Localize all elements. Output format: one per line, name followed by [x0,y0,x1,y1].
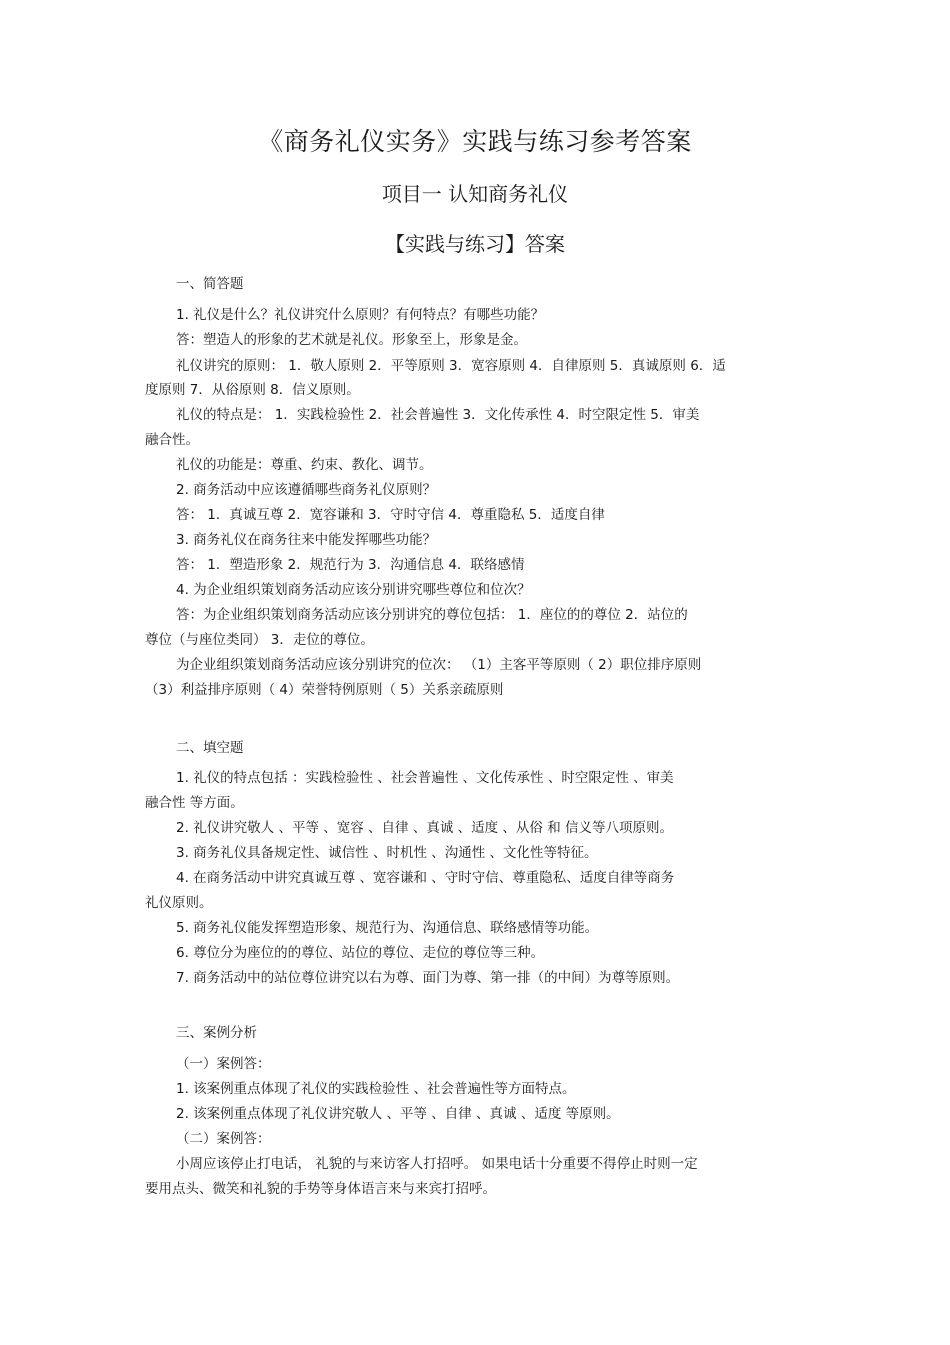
heading-fill-blank: 二、填空题 [176,740,244,756]
answer-1: 答：塑造人的形象的艺术就是礼仪。形象至上，形象是金。 [176,332,527,348]
heading-case-analysis: 三、案例分析 [176,1025,257,1041]
case-1-heading: （一）案例答： [176,1056,271,1072]
question-2: 2. 商务活动中应该遵循哪些商务礼仪原则？ [176,482,437,498]
document-title: 《商务礼仪实务》实践与练习参考答案 [258,127,692,156]
case-2-answer: 小周应该停止打电话， 礼貌的与来访客人打招呼。 如果电话十分重要不得停止时则一定 [176,1156,698,1172]
section-heading: 【实践与练习】答案 [385,232,565,256]
blank-1-cont: 融合性 等方面。 [145,795,244,811]
question-4: 4. 为企业组织策划商务活动应该分别讲究哪些尊位和位次？ [176,582,531,598]
principles-line: 礼仪讲究的原则： 1．敬人原则 2．平等原则 3．宽容原则 4．自律原则 5．真诚原则 6．适 [176,358,726,374]
answer-2: 答： 1．真诚互尊 2．宽容谦和 3．守时守信 4．尊重隐私 5．适度自律 [176,507,605,523]
functions-line: 礼仪的功能是：尊重、约束、教化、调节。 [176,457,433,473]
blank-2: 2. 礼仪讲究敬人 、平等 、宽容 、自律 、真诚 、适度 、从俗 和 信义等八项原则。 [176,820,674,836]
blank-7: 7. 商务活动中的站位尊位讲究以右为尊、面门为尊、第一排（的中间）为尊等原则。 [176,970,680,986]
case-2-answer-cont: 要用点头、微笑和礼貌的手势等身体语言来与来宾打招呼。 [145,1181,496,1197]
blank-4: 4. 在商务活动中讲究真诚互尊 、宽容谦和 、守时守信、尊重隐私、适度自律等商务 [176,870,675,886]
features-line: 礼仪的特点是： 1．实践检验性 2．社会普遍性 3．文化传承性 4．时空限定性 5．审美 [176,407,700,423]
ranking-line-cont: （3）利益排序原则（ 4）荣誉特例原则（ 5）关系亲疏原则 [145,682,504,698]
case-1-answer-2: 2. 该案例重点体现了礼仪讲究敬人 、平等 、自律 、真诚 、适度 等原则。 [176,1106,620,1122]
heading-short-answer: 一、简答题 [176,276,244,292]
blank-3: 3. 商务礼仪具备规定性、诚信性 、时机性 、沟通性 、文化性等特征。 [176,845,598,861]
features-line-cont: 融合性。 [145,432,199,448]
blank-1: 1. 礼仪的特点包括 ：实践检验性 、社会普遍性 、文化传承性 、时空限定性 、审美 [176,770,674,786]
case-2-heading: （二）案例答： [176,1131,271,1147]
answer-4-cont: 尊位（与座位类同） 3．走位的尊位。 [145,632,374,648]
answer-4: 答：为企业组织策划商务活动应该分别讲究的尊位包括： 1．座位的的尊位 2．站位的 [176,607,688,623]
principles-line-cont: 度原则 7．从俗原则 8．信义原则。 [145,382,360,398]
question-1: 1. 礼仪是什么？礼仪讲究什么原则？有何特点？有哪些功能？ [176,307,545,323]
case-1-answer-1: 1. 该案例重点体现了礼仪的实践检验性 、社会普遍性等方面特点。 [176,1081,576,1097]
blank-4-cont: 礼仪原则。 [145,895,213,911]
answer-3: 答： 1．塑造形象 2．规范行为 3．沟通信息 4．联络感情 [176,557,525,573]
blank-6: 6. 尊位分为座位的的尊位、站位的尊位、走位的尊位等三种。 [176,945,545,961]
question-3: 3. 商务礼仪在商务往来中能发挥哪些功能？ [176,532,437,548]
project-heading: 项目一 认知商务礼仪 [381,182,569,206]
blank-5: 5. 商务礼仪能发挥塑造形象、规范行为、沟通信息、联络感情等功能。 [176,920,599,936]
ranking-line: 为企业组织策划商务活动应该分别讲究的位次： （1）主客平等原则（ 2）职位排序原则 [176,657,702,673]
